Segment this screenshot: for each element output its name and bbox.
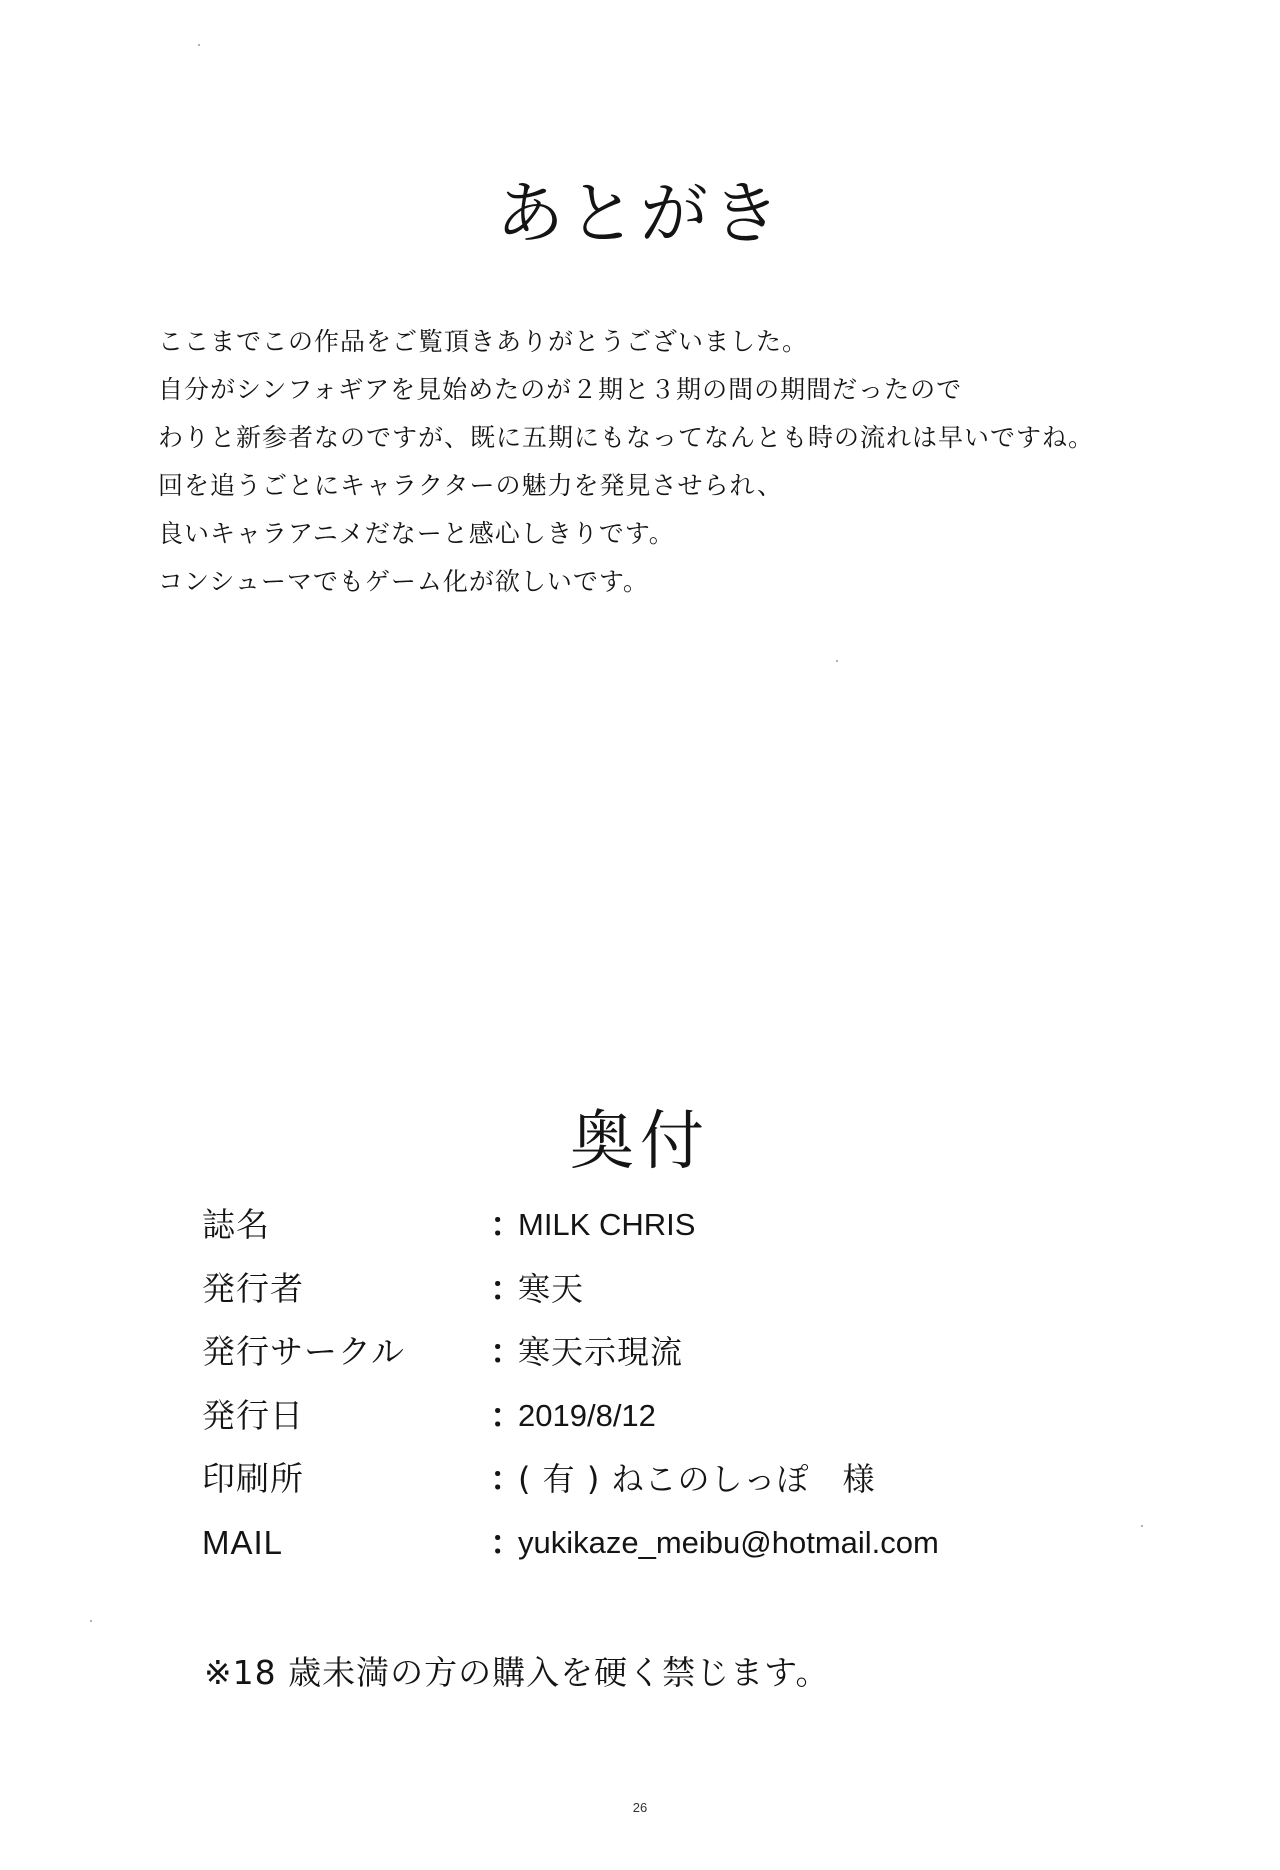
scan-speck: [198, 44, 200, 46]
afterword-line: 良いキャラアニメだなーと感心しきりです。: [158, 519, 675, 548]
colophon-label: 発行日: [202, 1395, 304, 1435]
age-restriction-notice: ※18 歳未満の方の購入を硬く禁じます。: [204, 1653, 830, 1692]
colophon-row-circle: [202, 1327, 1102, 1391]
afterword-line: コンシューマでもゲーム化が欲しいです。: [158, 567, 649, 596]
colophon-separator: ：: [490, 1395, 523, 1435]
afterword-body: [158, 318, 1158, 606]
afterword-line: 自分がシンフォギアを見始めたのが２期と３期の間の期間だったので: [158, 375, 963, 404]
colophon-value: 寒天: [518, 1269, 585, 1308]
scan-speck: [1141, 1525, 1143, 1527]
colophon-separator: ：: [490, 1205, 523, 1244]
colophon-separator: ：: [490, 1459, 523, 1498]
colophon-label: 誌名: [202, 1205, 270, 1244]
colophon-title: 奥付: [570, 1105, 710, 1179]
colophon-value: MILK CHRIS: [518, 1207, 696, 1242]
colophon-value: 寒天示現流: [518, 1333, 684, 1371]
page-number: 26: [632, 1800, 648, 1815]
afterword-line: わりと新参者なのですが、既に五期にもなってなんとも時の流れは早いですね。: [158, 423, 1095, 452]
colophon-label: 印刷所: [202, 1459, 304, 1498]
colophon-row-title: [202, 1200, 1102, 1264]
afterword-line: 回を追うごとにキャラクターの魅力を発見させられ、: [158, 471, 784, 500]
colophon-row-printer: [202, 1454, 1102, 1518]
colophon-label: 発行サークル: [202, 1332, 406, 1371]
colophon-value: ( 有 ) ねこのしっぽ 様: [518, 1460, 876, 1498]
colophon-row-publisher: [202, 1264, 1102, 1328]
colophon-row-date: [202, 1391, 1102, 1455]
colophon-separator: ：: [490, 1332, 523, 1371]
colophon-separator: ：: [490, 1268, 523, 1308]
colophon-separator: ：: [490, 1522, 523, 1562]
colophon-value-email[interactable]: yukikaze_meibu@hotmail.com: [518, 1524, 939, 1560]
scan-speck: [90, 1620, 92, 1622]
colophon-value: 2019/8/12: [518, 1397, 656, 1433]
colophon-label: MAIL: [202, 1523, 284, 1561]
colophon-table: [202, 1200, 1102, 1581]
scan-speck: [836, 660, 838, 662]
afterword-title: あとがき: [495, 175, 784, 254]
afterword-line: ここまでこの作品をご覧頂きありがとうございました。: [158, 327, 809, 356]
colophon-label: 発行者: [202, 1268, 304, 1308]
colophon-row-mail: [202, 1518, 1102, 1582]
